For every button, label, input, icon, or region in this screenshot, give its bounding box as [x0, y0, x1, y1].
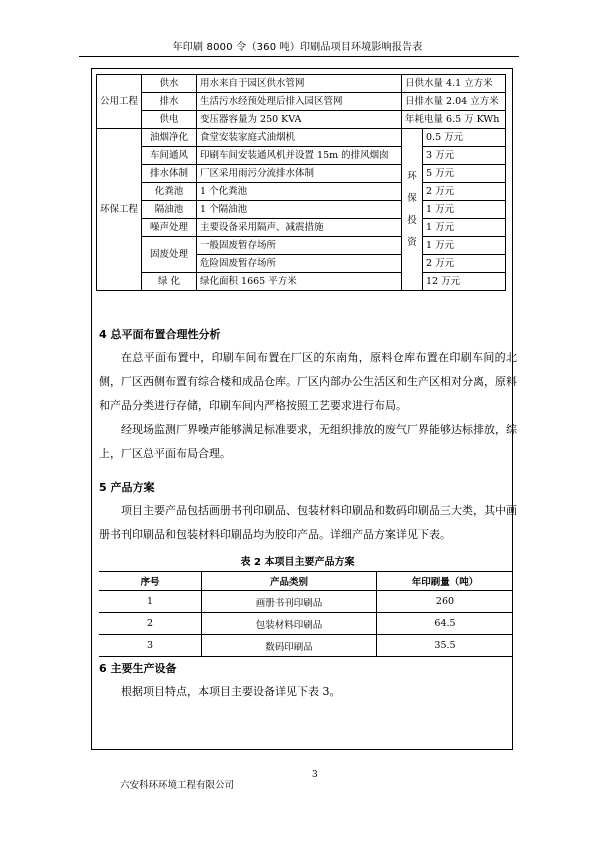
table-cell: 3: [99, 635, 202, 657]
engineering-table: [96, 74, 506, 291]
desc-cell: 印刷车间安装通风机并设置 15m 的排风烟囱: [197, 147, 402, 165]
table-row: [97, 75, 506, 93]
product-table: [99, 571, 513, 657]
section-body: [99, 499, 517, 547]
table-row: [97, 201, 506, 219]
desc-cell: 危险固废暂存场所: [197, 255, 402, 273]
category-cell: 公用工程: [97, 75, 142, 129]
section-heading: 6 主要生产设备: [99, 662, 177, 675]
desc-cell: 生活污水经预处理后排入园区管网: [197, 93, 402, 111]
desc-cell: 用水来自于园区供水管网: [197, 75, 402, 93]
value-cell: 5 万元: [423, 165, 506, 183]
value-cell: 2 万元: [423, 183, 506, 201]
paragraph: 在总平面布置中，印刷车间布置在厂区的东南角，原料仓库布置在印刷车间的北侧，厂区西侧布置有综合楼和成品仓库。厂区内部办公生活区和生产区相对分离，原料和产品分类进行存储，印刷车间内严格按照工艺要求进行布局。: [99, 351, 517, 412]
table-cell: 1: [99, 591, 202, 613]
item-cell: 噪声处理: [142, 219, 197, 237]
table-cell: 64.5: [377, 613, 514, 635]
item-cell: 供水: [142, 75, 197, 93]
column-header: 序号: [99, 572, 202, 591]
report-header-title: 年印刷 8000 令（360 吨）印刷品项目环境影响报告表: [172, 42, 423, 53]
value-cell: 1 万元: [423, 219, 506, 237]
value-cell: 0.5 万元: [423, 129, 506, 147]
table-cell: 260: [377, 591, 514, 613]
section-body: [99, 346, 517, 466]
section-heading: 4 总平面布置合理性分析: [99, 328, 221, 341]
desc-cell: 厂区采用雨污分流排水体制: [197, 165, 402, 183]
table-caption: 表 2 本项目主要产品方案: [240, 557, 355, 568]
table-row: [97, 129, 506, 147]
value-cell: 3 万元: [423, 147, 506, 165]
column-header: 产品类别: [202, 572, 377, 591]
item-cell: 油烟净化: [142, 129, 197, 147]
table-row: [99, 591, 513, 613]
investment-label-cell: 环保投资: [402, 129, 423, 291]
table-row: [97, 147, 506, 165]
desc-cell: 一般固废暂存场所: [197, 237, 402, 255]
item-cell: 车间通风: [142, 147, 197, 165]
table-row: [97, 183, 506, 201]
paragraph: 项目主要产品包括画册书刊印刷品、包装材料印刷品和数码印刷品三大类，其中画册书刊印刷品和包装材料印刷品均为胶印产品。详细产品方案详见下表。: [99, 504, 517, 541]
paragraph: 根据项目特点，本项目主要设备详见下表 3。: [121, 685, 341, 698]
table-row: [97, 273, 506, 291]
paragraph: 经现场监测厂界噪声能够满足标准要求，无组织排放的废气厂界能够达标排放，综上，厂区总平面布局合理。: [99, 423, 517, 460]
table-row: [97, 93, 506, 111]
item-cell: 绿 化: [142, 273, 197, 291]
table-cell: 画册书刊印刷品: [202, 591, 377, 613]
table-cell: 包装材料印刷品: [202, 613, 377, 635]
value-cell: 12 万元: [423, 273, 506, 291]
item-cell: 固废处理: [142, 237, 197, 273]
table-row: [99, 613, 513, 635]
value-cell: 2 万元: [423, 255, 506, 273]
desc-cell: 1 个化粪池: [197, 183, 402, 201]
table-row: [97, 165, 506, 183]
value-cell: 1 万元: [423, 201, 506, 219]
table-cell: 2: [99, 613, 202, 635]
table-row: [97, 237, 506, 255]
value-cell: 日排水量 2.04 立方米: [402, 93, 506, 111]
table-row: [99, 635, 513, 657]
item-cell: 供电: [142, 111, 197, 129]
table-cell: 35.5: [377, 635, 514, 657]
footer-company: 六安科环环境工程有限公司: [120, 780, 235, 791]
table-row: [97, 219, 506, 237]
table-header-row: [99, 572, 513, 591]
section-body: [99, 680, 517, 704]
desc-cell: 1 个隔油池: [197, 201, 402, 219]
item-cell: 排水体制: [142, 165, 197, 183]
value-cell: 年耗电量 6.5 万 KWh: [402, 111, 506, 129]
desc-cell: 变压器容量为 250 KVA: [197, 111, 402, 129]
desc-cell: 食堂安装家庭式油烟机: [197, 129, 402, 147]
item-cell: 排水: [142, 93, 197, 111]
item-cell: 化粪池: [142, 183, 197, 201]
header-rule: [79, 56, 519, 57]
column-header: 年印刷量（吨）: [377, 572, 514, 591]
desc-cell: 主要设备采用隔声、减震措施: [197, 219, 402, 237]
desc-cell: 绿化面积 1665 平方米: [197, 273, 402, 291]
category-cell: 环保工程: [97, 129, 142, 291]
section-heading: 5 产品方案: [99, 481, 155, 494]
page-number: 3: [312, 770, 318, 780]
table-cell: 数码印刷品: [202, 635, 377, 657]
value-cell: 1 万元: [423, 237, 506, 255]
value-cell: 日供水量 4.1 立方米: [402, 75, 506, 93]
table-row: [97, 111, 506, 129]
item-cell: 隔油池: [142, 201, 197, 219]
